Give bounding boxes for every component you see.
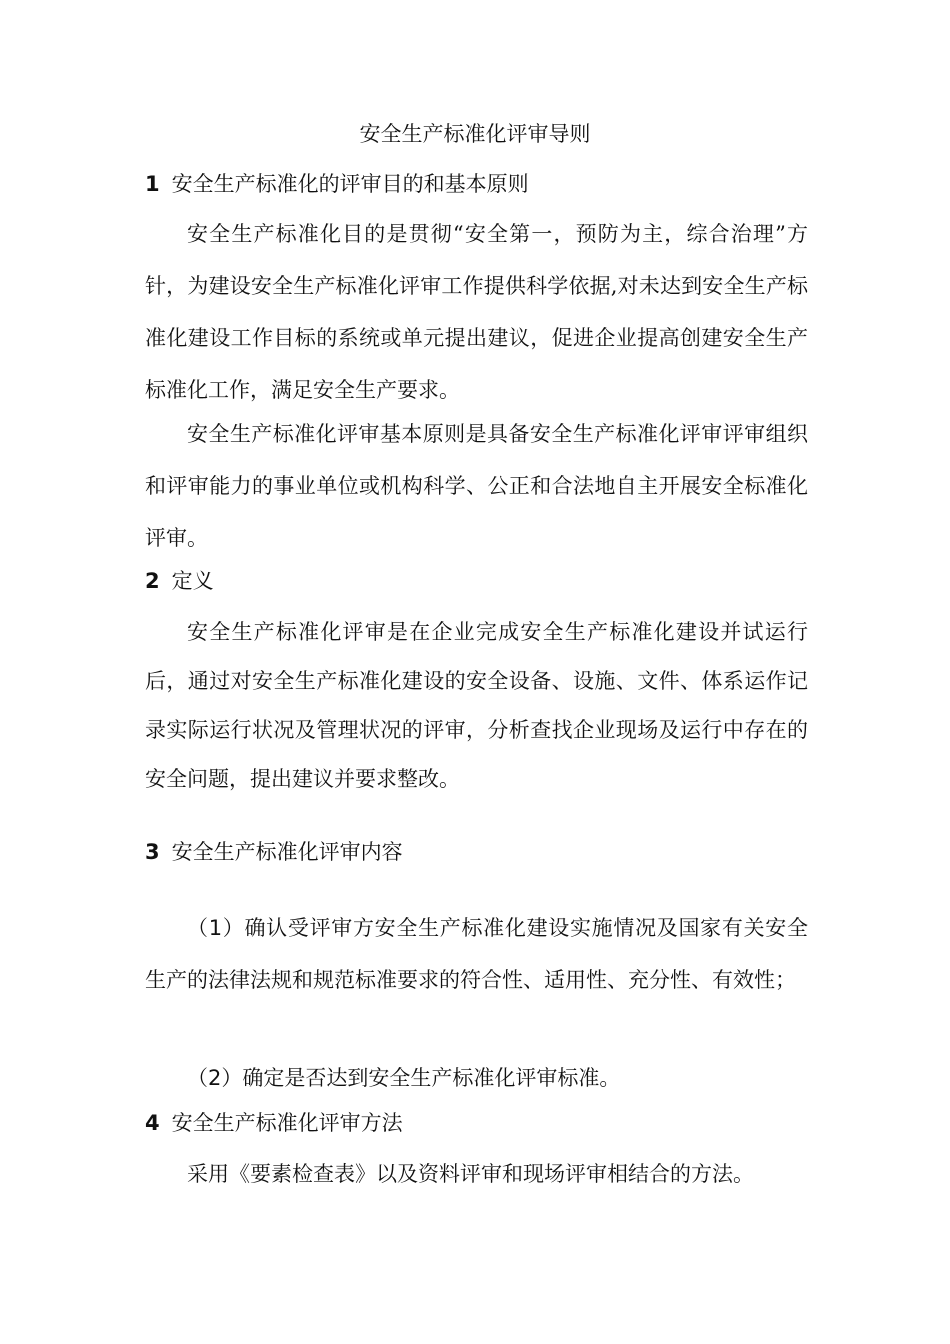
item-text: 确定是否达到安全生产标准化评审标准。 xyxy=(242,1066,621,1090)
section-number: 4 xyxy=(145,1111,160,1135)
section-heading-3 xyxy=(145,836,403,868)
section-heading-4 xyxy=(145,1107,403,1139)
item-text: 确认受评审方安全生产标准化建设实施情况及国家有关安全生产的法律法规和规范标准要求的符合性、适用性、充分性、有效性； xyxy=(145,916,808,992)
section-number: 1 xyxy=(145,172,160,196)
section-2-paragraph-1: 安全生产标准化评审是在企业完成安全生产标准化建设并试运行后，通过对安全生产标准化建设的安全设备、设施、文件、体系运作记录实际运行状况及管理状况的评审，分析查找企业现场及运行中存在的安全问题，提出建议并要求整改。 xyxy=(145,620,808,791)
section-heading-2 xyxy=(145,565,214,597)
section-1-paragraph-1: 安全生产标准化目的是贯彻“安全第一，预防为主，综合治理”方针，为建设安全生产标准化评审工作提供科学依据,对未达到安全生产标准化建设工作目标的系统或单元提出建议，促进企业提高创建安全生产标准化工作，满足安全生产要求。 xyxy=(145,222,808,402)
item-marker: （2） xyxy=(187,1066,243,1090)
section-title: 定义 xyxy=(171,569,214,593)
section-4-paragraph-1: 采用《要素检查表》以及资料评审和现场评审相结合的方法。 xyxy=(187,1162,754,1186)
section-number: 3 xyxy=(145,840,160,864)
document-title: 安全生产标准化评审导则 xyxy=(359,122,591,146)
item-marker: （1） xyxy=(187,916,245,940)
section-1-paragraph-2: 安全生产标准化评审基本原则是具备安全生产标准化评审评审组织和评审能力的事业单位或机构科学、公正和合法地自主开展安全标准化评审。 xyxy=(145,422,808,550)
section-3-item-2 xyxy=(145,1052,808,1104)
section-heading-1 xyxy=(145,168,529,200)
section-title: 安全生产标准化的评审目的和基本原则 xyxy=(171,172,529,196)
section-title: 安全生产标准化评审内容 xyxy=(171,840,403,864)
section-title: 安全生产标准化评审方法 xyxy=(171,1111,403,1135)
section-3-item-1 xyxy=(145,902,808,1006)
section-number: 2 xyxy=(145,569,160,593)
